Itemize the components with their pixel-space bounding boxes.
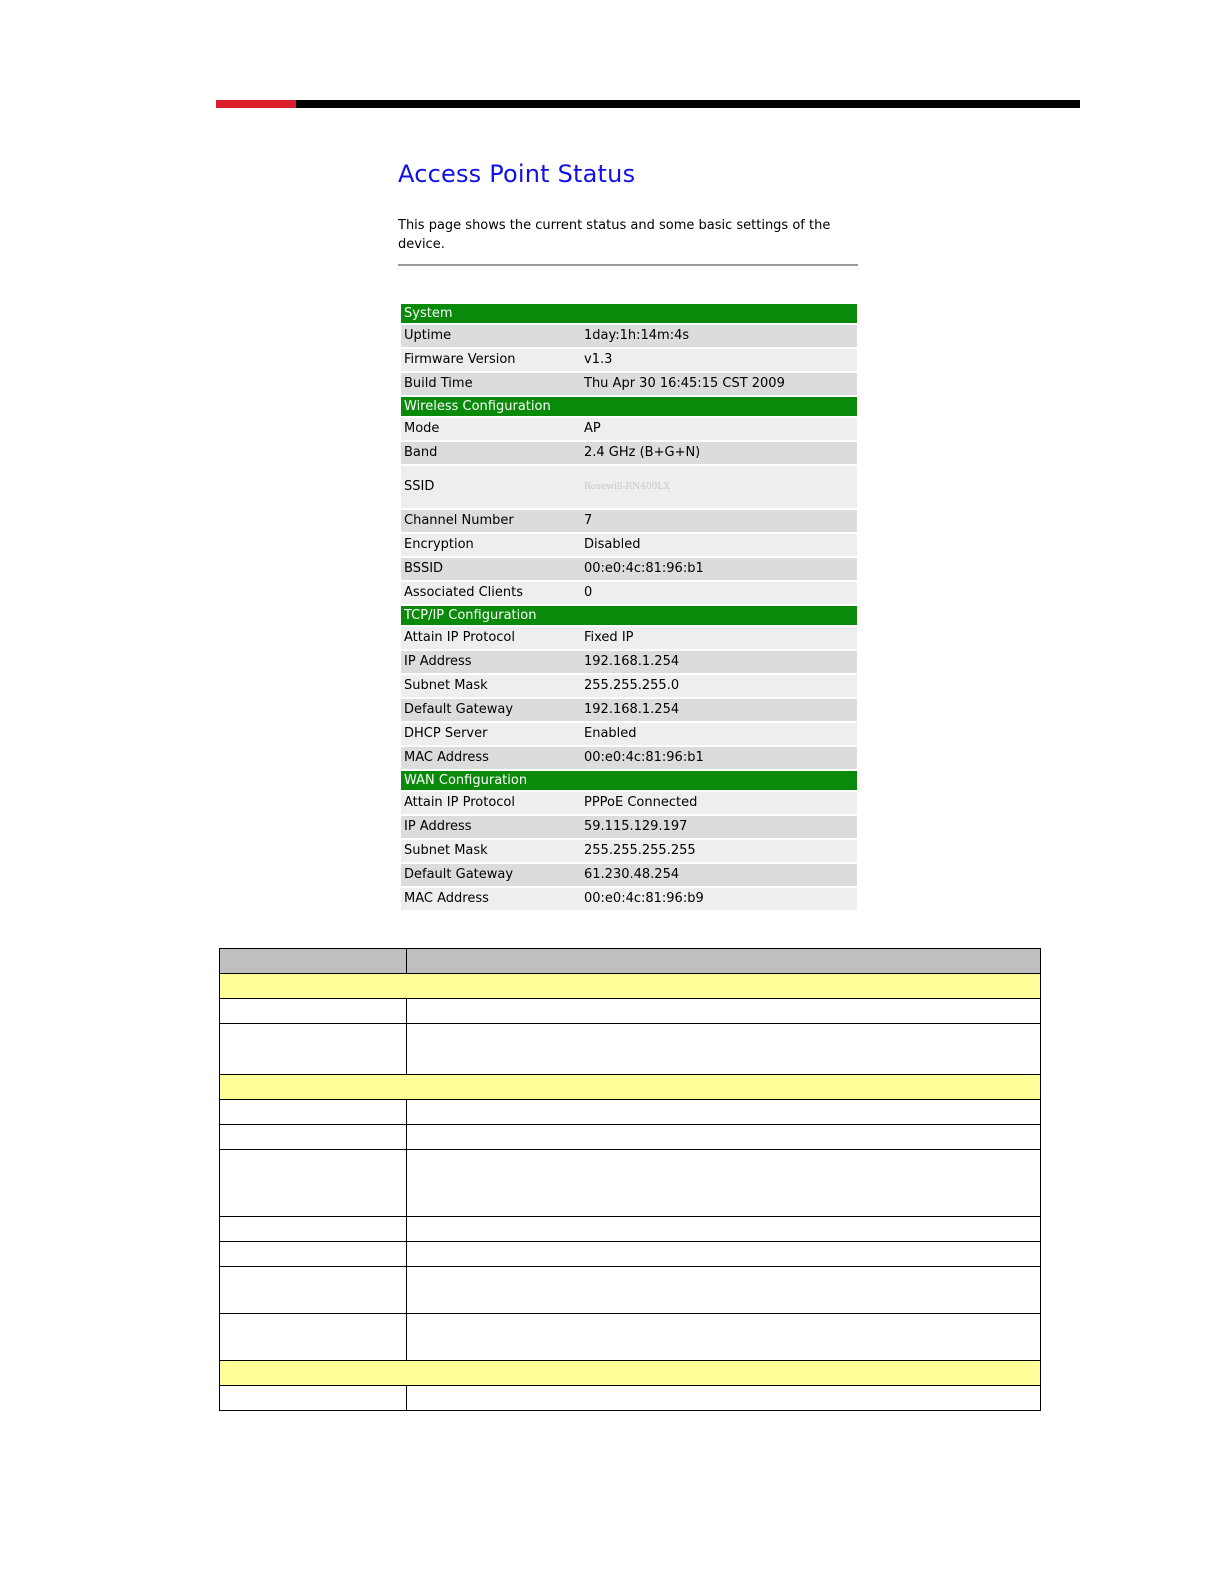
value-tcpip-gateway: 192.168.1.254 — [584, 702, 680, 717]
row-channel — [401, 510, 857, 534]
table-header-cell — [220, 949, 407, 974]
value-tcpip-ip: 192.168.1.254 — [584, 654, 680, 669]
page-title: Access Point Status — [398, 160, 636, 188]
table-section-band — [220, 974, 1041, 999]
row-tcpip-ip — [401, 651, 857, 675]
top-rule — [216, 100, 1080, 108]
value-uptime: 1day:1h:14m:4s — [584, 328, 690, 343]
label-uptime: Uptime — [404, 328, 452, 343]
table-row — [220, 1386, 1041, 1411]
row-wan-gateway — [401, 864, 857, 888]
label-encryption: Encryption — [404, 537, 474, 552]
label-wan-protocol: Attain IP Protocol — [404, 795, 516, 810]
label-tcpip-ip: IP Address — [404, 654, 472, 669]
label-firmware: Firmware Version — [404, 352, 516, 367]
page-description: This page shows the current status and some basic settings of the device. — [398, 218, 831, 252]
label-band: Band — [404, 445, 438, 460]
description-table — [219, 948, 1041, 1411]
row-tcpip-mac — [401, 747, 857, 771]
table-row — [220, 1100, 1041, 1125]
row-build-time — [401, 373, 857, 397]
status-table — [401, 304, 857, 912]
row-encryption — [401, 534, 857, 558]
label-dhcp: DHCP Server — [404, 726, 488, 741]
label-build-time: Build Time — [404, 376, 473, 391]
table-row — [220, 1217, 1041, 1242]
label-tcpip-gateway: Default Gateway — [404, 702, 514, 717]
value-wan-mac: 00:e0:4c:81:96:b9 — [584, 891, 704, 906]
row-mode — [401, 418, 857, 442]
label-ssid: SSID — [404, 479, 435, 494]
value-tcpip-mac: 00:e0:4c:81:96:b1 — [584, 750, 704, 765]
table-row — [220, 1150, 1041, 1217]
section-wan: WAN Configuration — [401, 771, 857, 792]
row-wan-ip — [401, 816, 857, 840]
value-bssid: 00:e0:4c:81:96:b1 — [584, 561, 704, 576]
table-row — [220, 1024, 1041, 1075]
row-associated-clients — [401, 582, 857, 606]
table-row — [220, 1267, 1041, 1314]
label-tcpip-protocol: Attain IP Protocol — [404, 630, 516, 645]
table-section-band — [220, 1361, 1041, 1386]
label-mode: Mode — [404, 421, 440, 436]
row-wan-mask — [401, 840, 857, 864]
value-ssid: Rosewill-RN400LX — [584, 482, 670, 492]
value-channel: 7 — [584, 513, 593, 528]
section-system: System — [401, 304, 857, 325]
value-firmware: v1.3 — [584, 352, 613, 367]
value-dhcp: Enabled — [584, 726, 637, 741]
row-wan-mac — [401, 888, 857, 912]
table-row — [220, 999, 1041, 1024]
value-wan-gateway: 61.230.48.254 — [584, 867, 680, 882]
value-wan-ip: 59.115.129.197 — [584, 819, 688, 834]
value-wan-mask: 255.255.255.255 — [584, 843, 696, 858]
label-wan-ip: IP Address — [404, 819, 472, 834]
label-tcpip-mac: MAC Address — [404, 750, 489, 765]
table-row — [220, 1125, 1041, 1150]
table-row — [220, 1242, 1041, 1267]
label-channel: Channel Number — [404, 513, 514, 528]
row-dhcp — [401, 723, 857, 747]
value-encryption: Disabled — [584, 537, 641, 552]
row-band — [401, 442, 857, 466]
value-associated-clients: 0 — [584, 585, 593, 600]
top-rule-accent — [216, 100, 296, 108]
value-mode: AP — [584, 421, 601, 436]
value-wan-protocol: PPPoE Connected — [584, 795, 698, 810]
label-bssid: BSSID — [404, 561, 444, 576]
row-uptime — [401, 325, 857, 349]
row-bssid — [401, 558, 857, 582]
row-tcpip-gateway — [401, 699, 857, 723]
value-band: 2.4 GHz (B+G+N) — [584, 445, 701, 460]
table-header-cell — [407, 949, 1041, 974]
status-page — [398, 160, 860, 266]
value-tcpip-protocol: Fixed IP — [584, 630, 634, 645]
label-associated-clients: Associated Clients — [404, 585, 524, 600]
label-tcpip-mask: Subnet Mask — [404, 678, 488, 693]
table-header-row — [220, 949, 1041, 974]
section-tcpip: TCP/IP Configuration — [401, 606, 857, 627]
label-wan-gateway: Default Gateway — [404, 867, 514, 882]
label-wan-mask: Subnet Mask — [404, 843, 488, 858]
section-wireless: Wireless Configuration — [401, 397, 857, 418]
value-build-time: Thu Apr 30 16:45:15 CST 2009 — [584, 376, 785, 391]
label-wan-mac: MAC Address — [404, 891, 489, 906]
table-row — [220, 1314, 1041, 1361]
row-ssid — [401, 466, 857, 510]
row-wan-protocol — [401, 792, 857, 816]
row-tcpip-mask — [401, 675, 857, 699]
table-section-band — [220, 1075, 1041, 1100]
value-tcpip-mask: 255.255.255.0 — [584, 678, 680, 693]
row-firmware — [401, 349, 857, 373]
divider — [398, 264, 858, 266]
row-tcpip-protocol — [401, 627, 857, 651]
